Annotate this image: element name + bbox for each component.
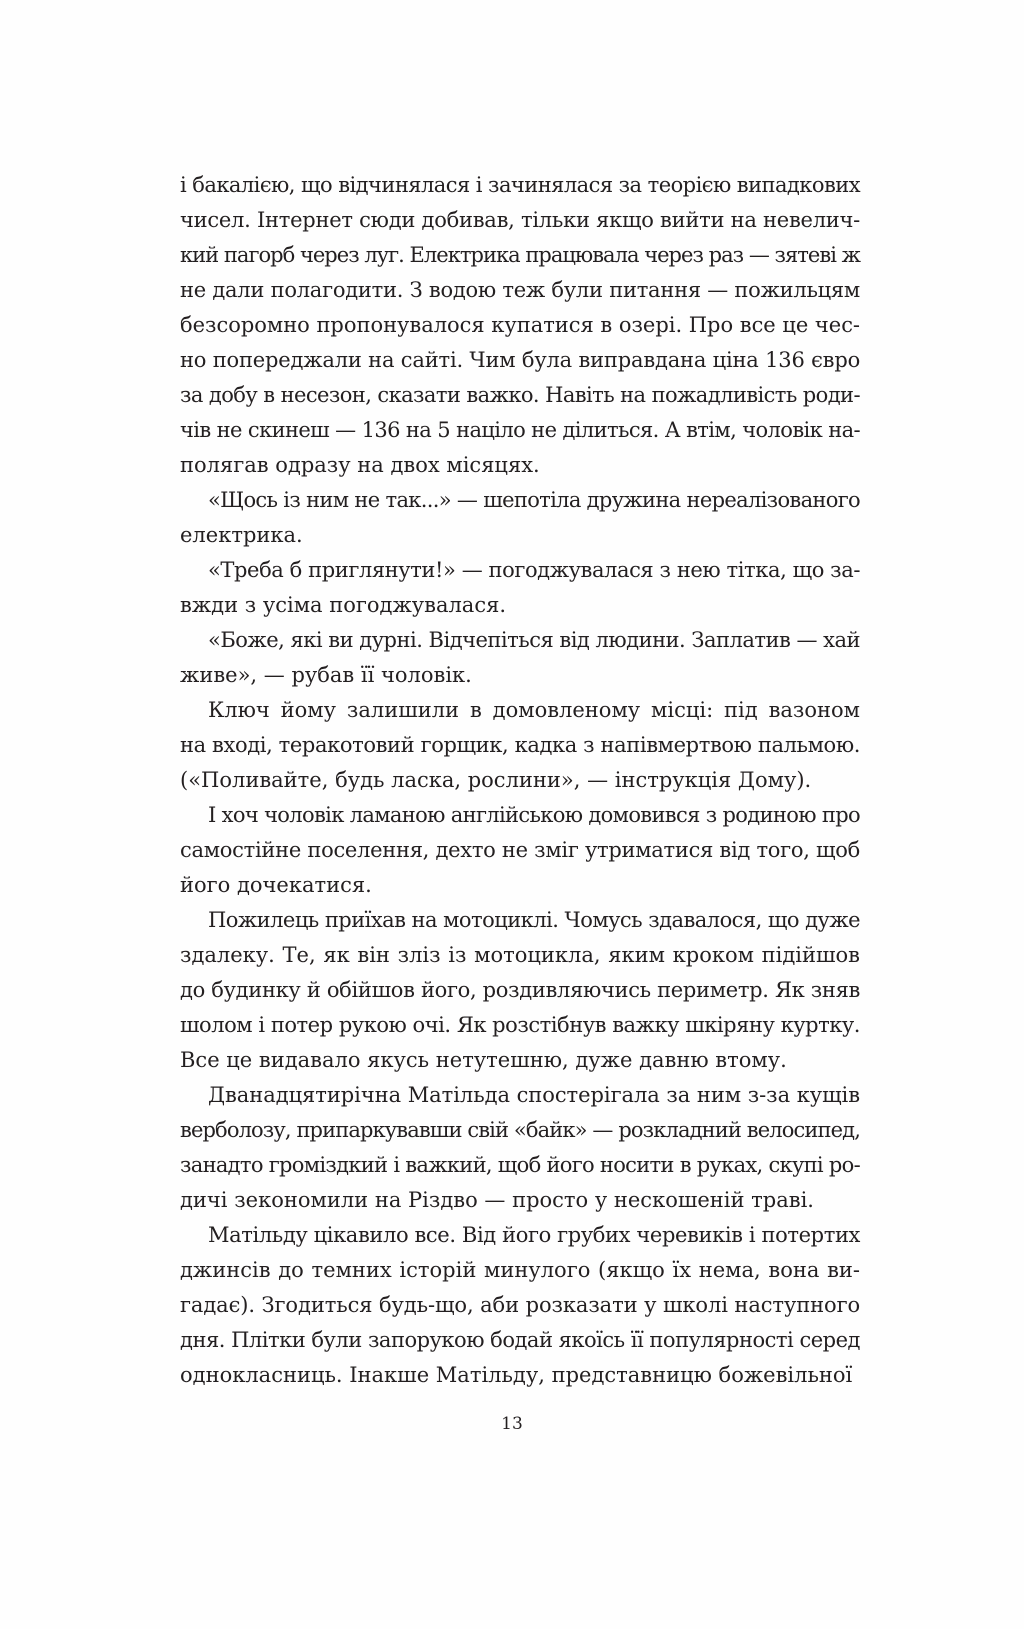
text-line: на вході, теракотовий горщик, кадка з напівмертвою пальмою. bbox=[180, 733, 861, 757]
text-line: дня. Плітки були запорукою бодай якоїсь її популярності серед bbox=[180, 1328, 860, 1352]
text-line: чів не скинеш — 136 на 5 націло не ділиться. А втім, чоловік на- bbox=[180, 418, 860, 442]
text-line: самостійне поселення, дехто не зміг утриматися від того, щоб bbox=[180, 838, 860, 862]
text-line: електрика. bbox=[180, 523, 303, 547]
text-line: чисел. Інтернет сюди добивав, тільки якщо вийти на невелич- bbox=[180, 208, 860, 232]
text-line: джинсів до темних історій минулого (якщо їх нема, вона ви- bbox=[180, 1258, 860, 1282]
text-line: Ключ йому залишили в домовленому місці: під вазоном bbox=[208, 698, 860, 722]
paragraph bbox=[180, 623, 860, 693]
text-line: Матільду цікавило все. Від його грубих черевиків і потертих bbox=[208, 1223, 861, 1247]
body-text bbox=[180, 168, 860, 1393]
text-line: Пожилець приїхав на мотоциклі. Чомусь здавалося, що дуже bbox=[208, 908, 861, 932]
text-line: його дочекатися. bbox=[180, 873, 372, 897]
text-line: «Треба б приглянути!» — погоджувалася з нею тітка, що за- bbox=[208, 558, 861, 582]
page-number: 13 bbox=[501, 1414, 523, 1434]
text-line: «Щось із ним не так...» — шепотіла дружина нереалізованого bbox=[208, 488, 861, 512]
paragraph bbox=[180, 483, 860, 553]
text-line: і бакалією, що відчинялася і зачинялася за теорією випадкових bbox=[180, 173, 860, 197]
text-line: І хоч чоловік ламаною англійською домовився з родиною про bbox=[208, 803, 860, 827]
paragraph bbox=[180, 693, 860, 798]
text-line: однокласниць. Інакше Матільду, представницю божевільної bbox=[180, 1363, 853, 1387]
text-line: за добу в несезон, сказати важко. Навіть на пожадливість роди- bbox=[180, 383, 860, 407]
text-line: занадто громіздкий і важкий, щоб його носити в руках, скупі ро- bbox=[180, 1153, 860, 1177]
paragraph bbox=[180, 168, 860, 483]
text-line: здалеку. Те, як він зліз із мотоцикла, яким кроком підійшов bbox=[180, 943, 860, 967]
paragraph bbox=[180, 553, 860, 623]
text-line: живе», — рубав її чоловік. bbox=[180, 663, 472, 687]
text-line: Все це видавало якусь нетутешню, дуже давню втому. bbox=[180, 1048, 787, 1072]
text-line: «Боже, які ви дурні. Відчепіться від людини. Заплатив — хай bbox=[208, 628, 860, 652]
text-line: верболозу, припаркувавши свій «байк» — розкладний велосипед, bbox=[180, 1118, 861, 1142]
paragraph bbox=[180, 1078, 860, 1218]
text-line: дичі зекономили на Різдво — просто у нескошеній траві. bbox=[180, 1188, 814, 1212]
text-line: гадає). Згодиться будь-що, аби розказати у школі наступного bbox=[180, 1293, 861, 1317]
text-line: не дали полагодити. З водою теж були питання — пожильцям bbox=[180, 278, 860, 302]
text-line: шолом і потер рукою очі. Як розстібнув важку шкіряну куртку. bbox=[180, 1013, 861, 1037]
text-line: вжди з усіма погоджувалася. bbox=[180, 593, 507, 617]
text-line: кий пагорб через луг. Електрика працювала через раз — зятеві ж bbox=[180, 243, 860, 267]
text-line: безсоромно пропонувалося купатися в озері. Про все це чес- bbox=[180, 313, 861, 337]
paragraph bbox=[180, 798, 860, 903]
text-line: но попереджали на сайті. Чим була виправдана ціна 136 євро bbox=[180, 348, 861, 372]
text-line: полягав одразу на двох місяцях. bbox=[180, 453, 540, 477]
paragraph bbox=[180, 903, 860, 1078]
text-line: Дванадцятирічна Матільда спостерігала за ним з-за кущів bbox=[208, 1083, 861, 1107]
text-line: до будинку й обійшов його, роздивляючись периметр. Як зняв bbox=[180, 978, 860, 1002]
paragraph bbox=[180, 1218, 860, 1393]
text-line: («Поливайте, будь ласка, рослини», — інструкція Дому). bbox=[180, 768, 812, 792]
